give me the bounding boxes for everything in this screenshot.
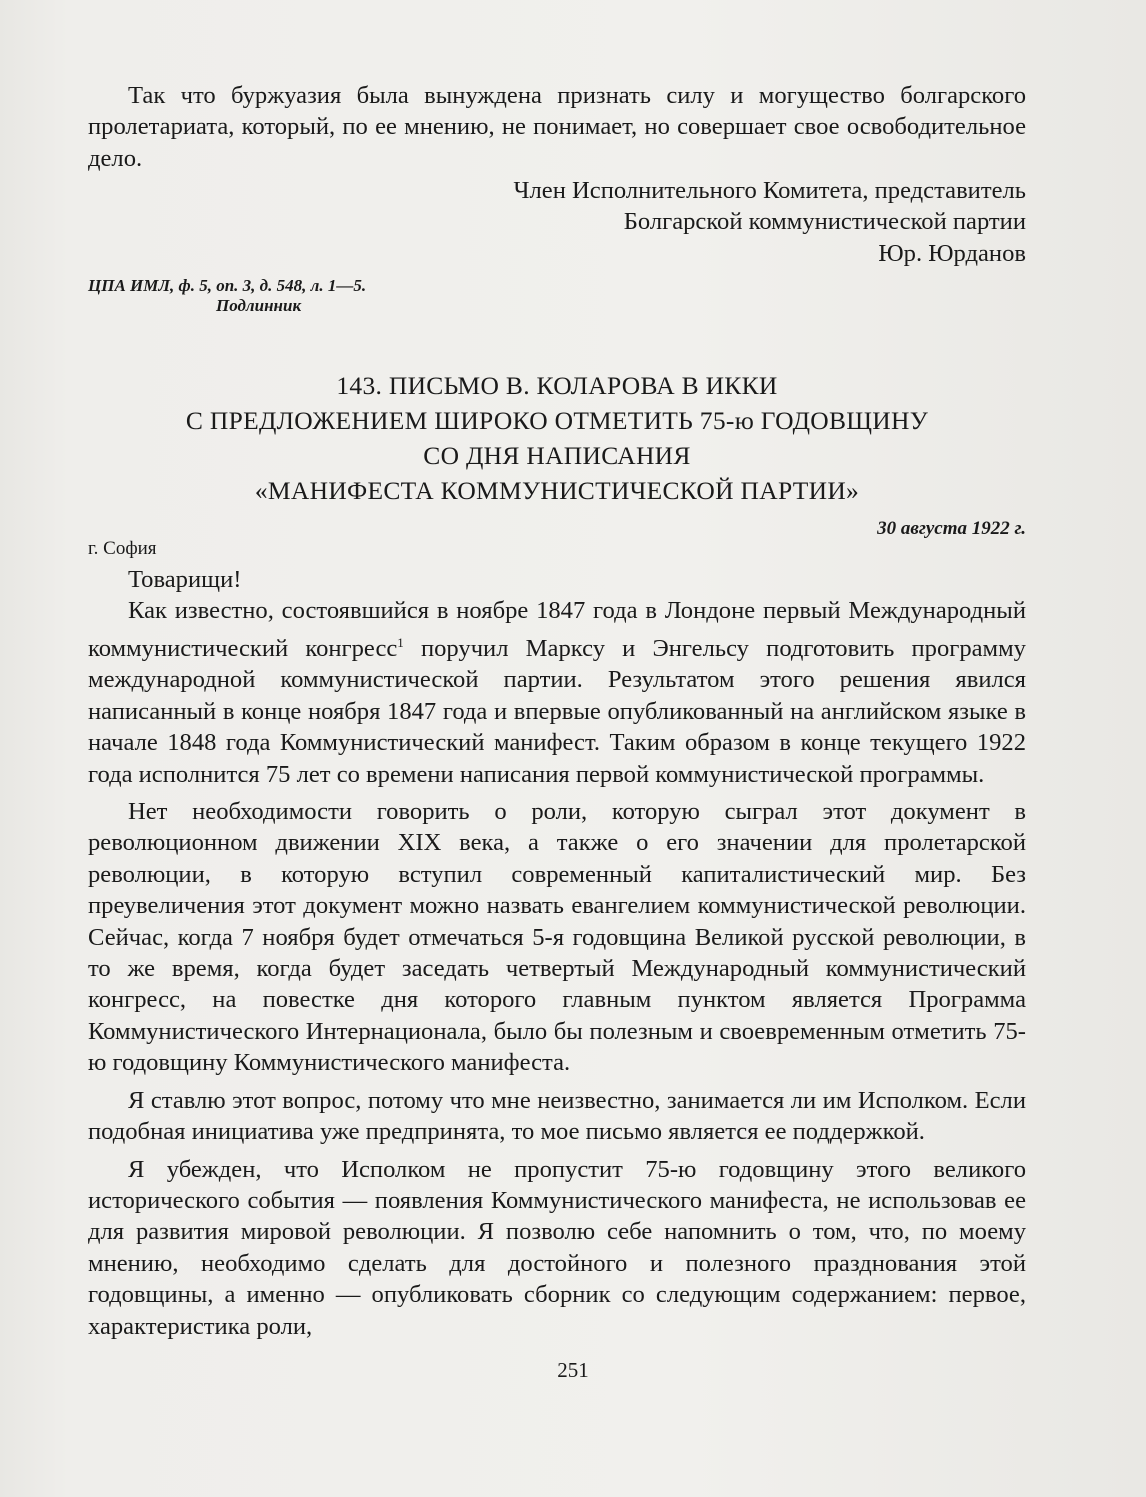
paragraph-3: Я ставлю этот вопрос, потому что мне неизвестно, занимается ли им Исполком. Если подобная инициатива уже предпринята, то мое письмо является ее поддержкой. xyxy=(88,1086,1026,1146)
intro-paragraph: Так что буржуазия была вынуждена признать силу и могущество болгарского пролетариата, который, по ее мнению, не понимает, но совершает свое освободительное дело. xyxy=(88,82,1026,172)
footnote-marker: 1 xyxy=(397,634,404,650)
letter-body xyxy=(88,564,1026,1342)
salutation: Товарищи! xyxy=(128,566,242,593)
archive-reference xyxy=(88,276,1026,316)
title-line-2: С ПРЕДЛОЖЕНИЕМ ШИРОКО ОТМЕТИТЬ 75-ю ГОДОВЩИНУ xyxy=(185,406,929,435)
signature-line-1: Член Исполнительного Комитета, представитель xyxy=(513,177,1026,204)
page-number: 251 xyxy=(557,1358,589,1382)
archive-note: Подлинник xyxy=(216,296,302,315)
signature-name: Юр. Юрданов xyxy=(878,239,1026,267)
signature-block xyxy=(88,175,1026,269)
paragraph-2: Нет необходимости говорить о роли, которую сыграл этот документ в революционном движении XIX века, а также о его значении для пролетарской революции, в которую вступил современный капиталистический мир. Без преувеличения этот документ можно назвать евангелием коммунистической революции. Сейчас, когда 7 ноября будет отмечаться 5-я годовщина Великой русской революции, в то же время, когда будет заседать четвертый Международный коммунистический конгресс, на повестке дня которого главным пунктом является Программа Коммунистического Интернационала, было бы полезным и своевременным отметить 75-ю годовщину Коммунистического манифеста. xyxy=(88,798,1026,1077)
paragraph-1-rest: поручил Марксу и Энгельсу подготовить программу международной коммунистической партии. Результатом этого решения явился написанный в конце ноября 1847 года и впервые опубликованный на английском языке в начале 1848 года Коммунистический манифест. Таким образом в конце текущего 1922 года исполнится 75 лет со времени написания первой коммунистической программы. xyxy=(88,635,1026,788)
letter-place: г. София xyxy=(88,538,157,559)
dateline xyxy=(88,518,1026,568)
title-line-4: «МАНИФЕСТА КОММУНИСТИЧЕСКОЙ ПАРТИИ» xyxy=(254,476,860,505)
document-title xyxy=(88,368,1026,508)
title-line-3: СО ДНЯ НАПИСАНИЯ xyxy=(423,441,691,470)
paragraph-1 xyxy=(88,595,1026,790)
archive-citation: ЦПА ИМЛ, ф. 5, оп. 3, д. 548, л. 1—5. xyxy=(88,276,367,295)
title-line-1: 143. ПИСЬМО В. КОЛАРОВА В ИККИ xyxy=(336,371,778,400)
paragraph-1-text: Как известно, состоявшийся в ноябре 1847 года в Лондоне первый Международный коммунистический конгресс xyxy=(88,597,1026,662)
intro-block xyxy=(88,80,1026,174)
letter-date: 30 августа 1922 г. xyxy=(877,518,1026,539)
signature-line-2: Болгарской коммунистической партии xyxy=(623,208,1026,236)
paragraph-4: Я убежден, что Исполком не пропустит 75-ю годовщину этого великого исторического события — появления Коммунистического манифеста, не использовав ее для развития мировой революции. Я позволю себе напомнить о том, что, по моему мнению, необходимо сделать для достойного и полезного празднования этой годовщины, а именно — опубликовать сборник со следующим содержанием: первое, характеристика роли, xyxy=(88,1155,1026,1340)
